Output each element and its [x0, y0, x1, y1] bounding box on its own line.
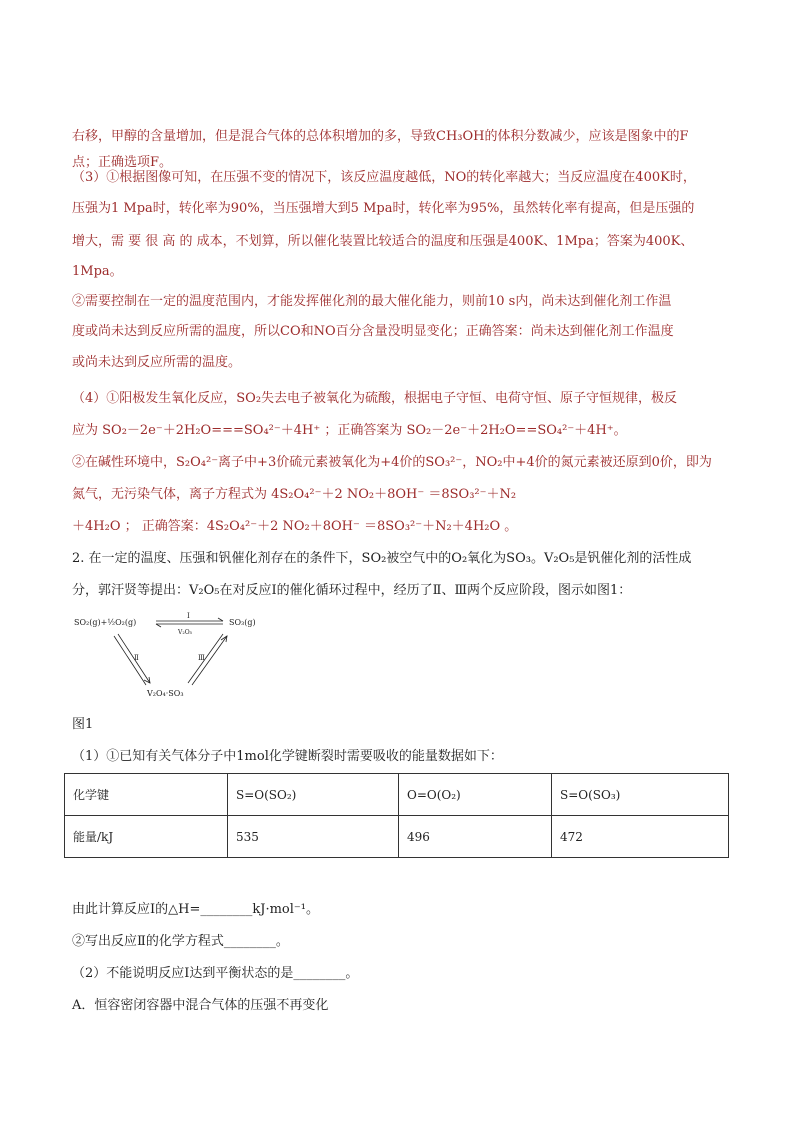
- answer-line: （3）①根据图像可知，在压强不变的情况下，该反应温度越低，NO的转化率越大；当反应温度在400K时，: [72, 170, 696, 185]
- left-species: SO₂(g)+½O₂(g): [74, 618, 137, 627]
- right-arrow-head: [221, 636, 227, 642]
- table-cell: O=O(O₂): [399, 774, 552, 816]
- catalyst-label: V₂O₅: [178, 629, 193, 636]
- table-cell: 535: [228, 816, 399, 858]
- answer-line: ＋4H₂O ； 正确答案：4S₂O₄²⁻＋2 NO₂＋8OH⁻ ＝8SO₃²⁻＋N₂＋4H₂O 。: [72, 519, 518, 534]
- figure-caption: 图1: [72, 717, 94, 732]
- option-line: A．恒容密闭容器中混合气体的压强不再变化: [72, 998, 329, 1013]
- table-cell: 472: [552, 816, 729, 858]
- table-row: [65, 816, 729, 858]
- answer-line: 或尚未达到反应所需的温度。: [72, 355, 242, 370]
- forward-arrow-head: [218, 618, 223, 621]
- answer-line: 增大，需 要 很 高 的 成本，不划算，所以催化装置比较适合的温度和压强是400K、1Mpa；答案为400K、: [72, 234, 694, 249]
- left-arrow-label: Ⅱ: [134, 654, 139, 662]
- right-arrow: [188, 634, 223, 683]
- answer-line: 右移，甲醇的含量增加，但是混合气体的总体积增加的多，导致CH₃OH的体积分数减少，应该是图象中的F: [72, 129, 689, 144]
- answer-line: 度或尚未达到反应所需的温度，所以CO和NO百分含量没明显变化；正确答案：尚未达到催化剂工作温度: [72, 324, 674, 339]
- left-arrow-2: [114, 636, 146, 685]
- question-line: ②写出反应Ⅱ的化学方程式________。: [72, 934, 289, 949]
- subquestion-intro: （1）①已知有关气体分子中1mol化学键断裂时需要吸收的能量数据如下：: [72, 749, 503, 764]
- right-arrow-label: Ⅲ: [198, 654, 205, 662]
- answer-line: ②在碱性环境中，S₂O₄²⁻离子中+3价硫元素被氧化为+4价的SO₃²⁻，NO₂中+4价的氮元素被还原到0价，即为: [72, 455, 712, 470]
- question-line: （2）不能说明反应Ⅰ达到平衡状态的是________。: [72, 966, 359, 981]
- catalytic-cycle-diagram: [72, 612, 272, 700]
- table-cell: 496: [399, 816, 552, 858]
- question-line: 由此计算反应Ⅰ的△H=________kJ·mol⁻¹。: [72, 902, 319, 917]
- table-cell: 化学键: [65, 774, 228, 816]
- answer-line: ②需要控制在一定的温度范围内，才能发挥催化剂的最大催化能力，则前10 s内，尚未达到催化剂工作温: [72, 294, 672, 309]
- right-species: SO₃(g): [229, 618, 256, 627]
- answer-line: 1Mpa。: [72, 264, 123, 279]
- bottom-species: V₂O₄·SO₃: [147, 689, 184, 698]
- question-line: 2. 在一定的温度、压强和钒催化剂存在的条件下，SO₂被空气中的O₂氧化为SO₃。V₂O₅是钒催化剂的活性成: [72, 551, 692, 566]
- answer-line: 压强为1 Mpa时，转化率为90%，当压强增大到5 Mpa时，转化率为95%，虽然转化率有提高，但是压强的: [72, 201, 695, 216]
- table-cell: S=O(SO₃): [552, 774, 729, 816]
- bond-energy-table: [64, 773, 729, 858]
- question-line: 分，郭汗贤等提出：V₂O₅在对反应Ⅰ的催化循环过程中，经历了Ⅱ、Ⅲ两个反应阶段，图示如图1：: [72, 583, 632, 598]
- table-cell: 能量/kJ: [65, 816, 228, 858]
- answer-line: 氮气，无污染气体，离子方程式为 4S₂O₄²⁻＋2 NO₂＋8OH⁻ ＝8SO₃²⁻＋N₂: [72, 487, 517, 502]
- answer-line: 应为 SO₂－2e⁻＋2H₂O===SO₄²⁻＋4H⁺ ；正确答案为 SO₂－2e⁻＋2H₂O==SO₄²⁻＋4H⁺。: [72, 423, 627, 438]
- table-cell: S=O(SO₂): [228, 774, 399, 816]
- reverse-arrow-head: [156, 624, 161, 627]
- top-arrow-label: Ⅰ: [187, 612, 190, 620]
- answer-line: 点；正确选项F。: [72, 155, 173, 170]
- answer-line: （4）①阳极发生氧化反应，SO₂失去电子被氧化为硫酸，根据电子守恒、电荷守恒、原子守恒规律，极反: [72, 391, 678, 406]
- table-row: [65, 774, 729, 816]
